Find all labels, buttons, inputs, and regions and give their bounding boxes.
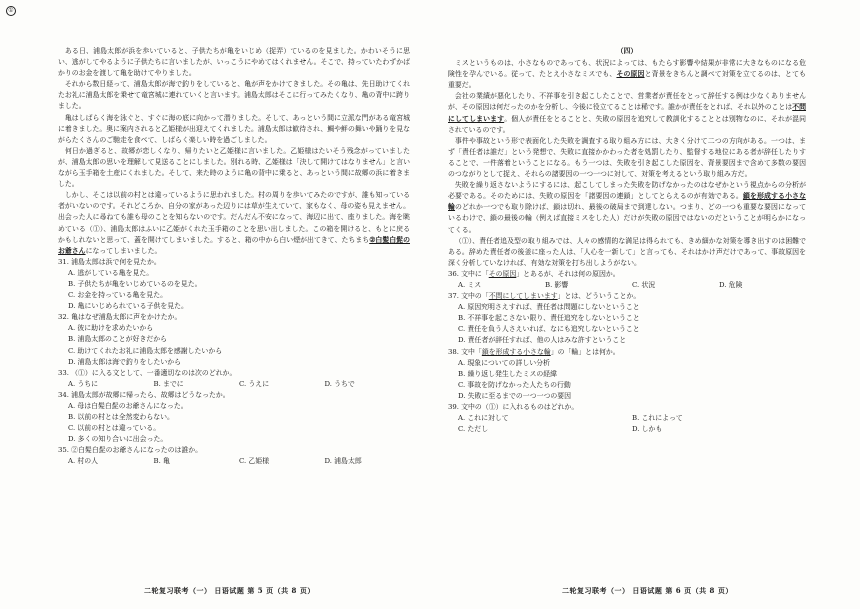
section-heading: （四） [616, 47, 638, 55]
option: B. 亀 [153, 457, 170, 466]
passage-paragraph: （①）、責任者追及型の取り組みでは、人々の感情的な満足は得られても、きめ細かな対策を導き出すのは困難である。辞めた責任者の後釜に座った人は、「人心を一新して」と言っても、それはかけ声だけであって、事故原因を深く分析していなければ、有効な対策を打ち出しようがない。 [448, 236, 806, 267]
option: D. しかも [632, 425, 663, 434]
option: D. 多くの知り合いに出会った。 [68, 435, 168, 444]
option: B. 子供たちが亀をいじめているのを見た。 [68, 279, 202, 288]
underlined-phrase: 鎖を形成する小さな輪 [448, 192, 807, 212]
passage-paragraph [448, 91, 806, 135]
option: D. 失敗に至るまでの一つ一つの要因 [458, 391, 572, 400]
option: C. 事故を防げなかった人たちの行動 [458, 380, 571, 389]
question-32 [58, 312, 410, 367]
question-35 [58, 445, 410, 467]
option: B. 不祥事を起こさない限り、責任追究をしないということ [458, 314, 640, 323]
question-stem: 32. 亀はなぜ浦島太郎に声をかけたか。 [58, 313, 182, 322]
passage-text: のどれか一つでも取り除けば、鎖は切れ、最後の破局まで到達しない。つまり、どの一つも重要な要因になっているわけで、鎖の最後の輪（例えば直接ミスをした人）だけが失敗の原因ではないのだということが明らかになってくる。 [448, 203, 806, 234]
underlined-phrase: その原因 [616, 70, 645, 79]
option: D. 危険 [719, 280, 743, 289]
stem-text: 」とは、どういうことか。 [557, 292, 641, 301]
right-column [448, 46, 806, 435]
option: C. 状況 [632, 280, 656, 289]
story-paragraph: 何日か過ぎると、故郷が恋しくなり、帰りたいと乙姫様に言いました。乙姫様はたいそう残念がっていましたが、浦島太郎の思いを理解して見送ることにしました。別れる時、乙姫様は「決して開けてはなりません」と言いながら玉手箱を土産にくれました。そして、来た時のように亀の背中に乗ると、あっという間に故郷の浜に着きました。 [58, 146, 410, 189]
stem-text: 37. 文中の「 [448, 292, 489, 301]
passage-text: と背景をきちんと調べて対策を立てるのは、とても重要だ。 [448, 70, 806, 90]
stem-text: 」とあるが、それは何の原因か。 [516, 269, 620, 278]
question-stem: 39. 文中の（①）に入れるものはどれか。 [448, 403, 579, 411]
option: C. うえに [239, 379, 270, 388]
option: C. 以前の村とは違っている。 [68, 424, 161, 433]
page-footer: 二轮复习联考（一） 日语试题 第 5 页（共 8 页） [144, 586, 315, 595]
passage-text: ミスというものは、小さなものであっても、状況によっては、もたらす影響や結果が非常に大きなものになる危険性を孕んでいる。従って、たとえ小さなミスでも、 [448, 59, 806, 79]
question-33 [58, 368, 410, 390]
option: B. 影響 [545, 280, 569, 289]
option: D. 責任者が辞任すれば、他の人はみな許すということ [458, 336, 627, 345]
option: D. 浦島太郎は海で釣りをしたいから [68, 357, 182, 366]
option: B. までに [153, 379, 184, 388]
question-stem: 34. 浦島太郎が故郷に帰ったら、故郷はどうなったか。 [58, 390, 230, 399]
passage-text: 失敗を繰り返さないようにするには、起こしてしまった失敗を防げなかったのはなぜかという視点からの分析が必要である。そのためには、失敗の原因を「諸要因の連鎖」としてとらえるのが有効である。 [448, 181, 806, 201]
option: C. 助けてくれたお礼に浦島太郎を感謝したいから [68, 346, 223, 355]
story-paragraph [58, 190, 410, 257]
option: D. うちで [324, 379, 355, 388]
underlined-phrase: 不問にしてしまいます [448, 103, 807, 123]
underlined-phrase: 鎖を形成する小さな輪 [481, 347, 551, 356]
option: C. 乙姫様 [239, 457, 270, 466]
option: A. これに対して [458, 414, 509, 423]
passage-paragraph [448, 180, 806, 235]
question-31 [58, 257, 410, 312]
passage-paragraph [448, 58, 806, 91]
question-36 [448, 269, 806, 291]
underlined-phrase: その原因 [488, 269, 517, 278]
passage-text: 会社の業績が悪化したり、不祥事を引き起こしたことで、営業者が責任をとって辞任する例は少なくありませんが、その原因は何だったのかを分析し、今後に役立てることは稀です。誰かが責任をとれば、それ以外のことは [448, 92, 806, 112]
stem-text: 36. 文中に「 [448, 269, 489, 278]
story-text: しかし、そこは以前の村とは違っているように思われました。村の周りを歩いてみたのですが、誰も知っている者がいないのです。それどころか、自分の家があった辺りには草が生えていて、家もなく、母の姿も見えません。出会った人に尋ねても誰も母のことを知らないのです。だんだん不安になって、海辺に出て、座りました。海を眺めている（①）、浦島太郎はふいに乙姫がくれた玉手箱のことを思い出しました。この箱を開けると、もとに戻るかもしれないと思って、蓋を開けてしまいました。すると、箱の中から白い煙が出てきて、たちまち [58, 191, 410, 244]
question-34 [58, 390, 410, 445]
option: C. 責任を負う人さえいれば、なにも追究しないということ [458, 325, 640, 334]
option: A. ミス [458, 280, 482, 289]
underlined-phrase: 不問にしてしまいます [488, 292, 558, 301]
corner-circle-mark: ① [6, 6, 16, 16]
option: A. 母は白髪白髭のお爺さんになった。 [68, 402, 188, 410]
question-stem [448, 347, 806, 358]
question-stem: 31. 浦島太郎は浜で何を見たか。 [58, 257, 161, 266]
passage-text: 。個人が責任をとることと、失敗の原因を追究して教訓化することとは別物なのに、それが混同されているのです。 [448, 114, 807, 134]
option: C. ただし [458, 425, 489, 434]
option: B. 浦島太郎のことが好きだから [68, 335, 168, 344]
option: B. 以前の村とは全然変わらない。 [68, 413, 174, 422]
question-stem: 35. ②白髪白髭のお爺さんになったのは誰か。 [58, 446, 203, 455]
page-footer: 二轮复习联考（一） 日语试题 第 6 页（共 8 页） [562, 586, 733, 595]
question-stem [448, 269, 806, 280]
option: A. 村の人 [68, 457, 99, 466]
passage-paragraph: 事件や事故という形で表面化した失敗を調査する取り組み方には、大きく分けて二つの方向がある。一つは、まず「責任者は誰だ」という発想で、失敗に直接かかわった者を処罰したり、監督する地位にある者が辞任したりすることで、一件落着ということになる。もう一つは、失敗を引き起こした原因を、背景要因まで含めて多数の要因のつながりとして捉え、それらの諸要因の一つ一つに対して、対策を考えるという取り組み方だ。 [448, 136, 806, 179]
story-paragraph: それから数日経って、浦島太郎が海で釣りをしていると、亀が声をかけてきました。その亀は、先日助けてくれたお礼に浦島太郎を乗せて竜宮城に連れていくと言います。浦島太郎はそこに行ってみたくなり、亀の背中に跨りました。 [58, 80, 410, 111]
story-paragraph: ある日、浦島太郎が浜を歩いていると、子供たちが亀をいじめ（捉弄）ているのを見ました。かわいそうに思い、逃がしてやるように子供たちに言いましたが、いっこうにやめてはくれません。そこで、持っていたわずかばかりのお金を渡して亀を助けてやりました。 [58, 47, 410, 78]
option: A. 逃がしている亀を見た。 [68, 268, 154, 277]
question-39 [448, 402, 806, 435]
question-stem [448, 291, 806, 302]
option: D. 亀にいじめられている子供を見た。 [68, 302, 188, 311]
option: A. うちに [68, 379, 99, 388]
left-column [58, 46, 410, 468]
underlined-phrase: ②白髪白髭のお爺さん [58, 235, 410, 255]
stem-text: 38. 文中「 [448, 347, 482, 356]
story-paragraph: 亀はしばらく海を泳ぐと、すぐに海の底に向かって潜りました。そして、あっという間に立派な門がある竜宮城に着きました。奥に案内されると乙姫様が出迎えてくれました。浦島太郎は歓待され、鯛や鮃の舞いや踊りを見ながらたくさんのご馳走を食べて、しばらく楽しい時を過ごしました。 [58, 113, 410, 144]
question-stem: 33. （①）に入る文として、一番適切なのは次のどれか。 [58, 368, 237, 377]
option: B. 繰り返し発生したミスの経緯 [458, 369, 558, 378]
stem-text: 」の「輪」とは何か。 [550, 347, 620, 356]
option: A. 彼に助けを求めたいから [68, 324, 154, 333]
option: A. 原因究明さえすれば、責任者は問題にしないということ [458, 303, 640, 312]
story-text: になってしまいました。 [85, 246, 162, 255]
question-37 [448, 291, 806, 346]
option: C. お金を持っている亀を見た。 [68, 291, 167, 300]
option: B. これによって [632, 414, 683, 423]
question-38 [448, 347, 806, 402]
option: D. 浦島太郎 [324, 457, 362, 466]
option: A. 現象についての詳しい分析 [458, 358, 550, 367]
